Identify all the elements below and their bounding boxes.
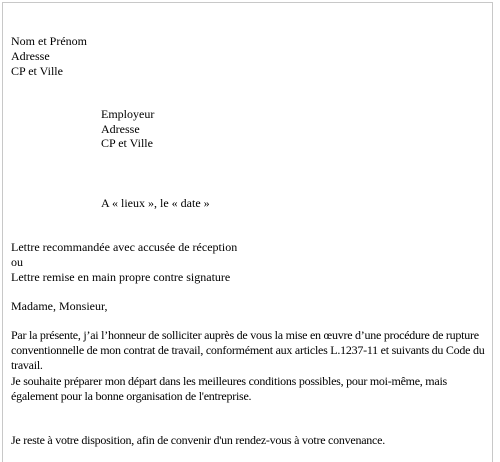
salutation: Madame, Monsieur, [11,299,108,313]
letter-page [2,2,493,462]
delivery-registered: Lettre recommandée avec accusée de réception [11,240,238,254]
recipient-city: CP et Ville [101,136,153,150]
delivery-hand: Lettre remise en main propre contre signature [11,270,231,284]
delivery-or: ou [11,255,23,269]
body-paragraph-3: Je reste à votre disposition, afin de convenir d'un rendez-vous à votre convenance. [11,433,385,447]
body-paragraph-2: Je souhaite préparer mon départ dans les meilleures conditions possibles, pour moi-même, mais également pour la bonne organisation de l'entreprise. [11,374,447,403]
sender-name: Nom et Prénom [11,34,87,48]
place-date: A « lieux », le « date » [101,196,210,210]
body-paragraph-1: Par la présente, j’ai l’honneur de solliciter auprès de vous la mise en œuvre d’une procédure de rupture conventionnelle de mon contrat de travail, conformément aux articles L.1237-11 et suivants du Code du travail. [11,328,485,372]
sender-city: CP et Ville [11,64,63,78]
sender-address: Adresse [11,49,50,63]
recipient-employer: Employeur [101,107,155,121]
recipient-address: Adresse [101,122,140,136]
